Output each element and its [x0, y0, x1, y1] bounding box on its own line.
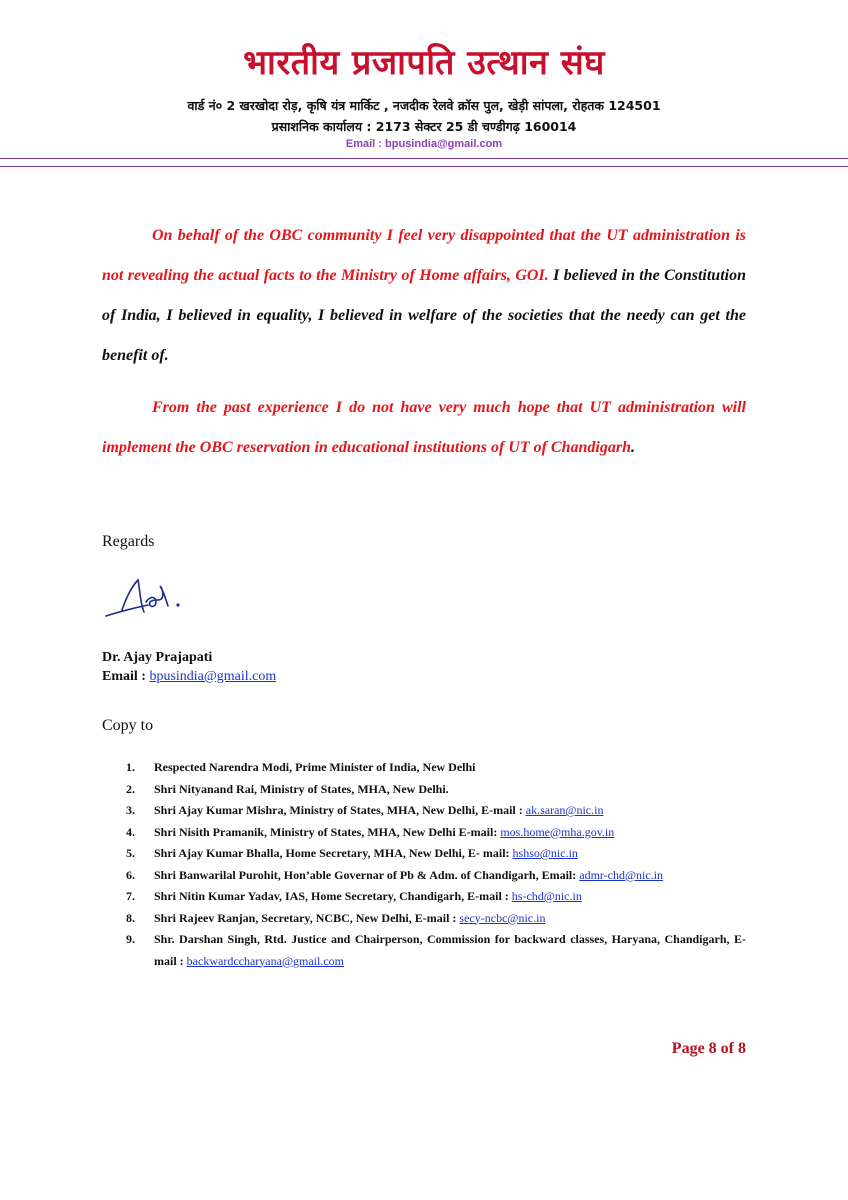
- signer-name: Dr. Ajay Prajapati: [102, 650, 213, 665]
- page-number: Page 8 of 8: [671, 1040, 746, 1057]
- copy-item-text: Shri Banwarilal Purohit, Hon’able Governar of Pb & Adm. of Chandigarh, Email:: [154, 867, 580, 882]
- copy-item-email-link[interactable]: admr-chd@nic.in: [579, 867, 664, 882]
- copy-list-item: [102, 929, 746, 972]
- copy-item-number: 6.: [126, 867, 135, 882]
- copy-to-heading: Copy to: [102, 717, 154, 734]
- copy-item-email-link[interactable]: secy-ncbc@nic.in: [459, 910, 546, 925]
- org-name-heading: भारतीय प्रजापति उत्थान संघ: [243, 43, 605, 83]
- copy-item-email-link[interactable]: hshso@nic.in: [512, 846, 578, 860]
- paragraph-1-black-text: I believed in the Constitution of India, I believed in equality, I believed in welfare of the societies that the needy can get the benefit of.: [102, 267, 746, 364]
- address-line-1: वार्ड नं० 2 खरखोदा रोड़, कृषि यंत्र मार्किट , नजदीक रेलवे क्रॉस पुल, खेड़ी सांपला, रोहतक 124501: [187, 98, 661, 113]
- copy-item-text: Shri Nityanand Rai, Ministry of States, MHA, New Delhi.: [154, 781, 449, 796]
- paragraph-2-end: .: [630, 439, 635, 456]
- paragraph-2-red-text: From the past experience I do not have very much hope that UT administration will implement the OBC reservation in educational institutions of UT of Chandigarh: [102, 399, 746, 456]
- copy-item-email-link[interactable]: hs-chd@nic.in: [511, 889, 582, 903]
- header-divider-top: [0, 158, 848, 159]
- header-divider-bottom: [0, 166, 848, 167]
- signer-email-label: Email :: [102, 669, 150, 684]
- paragraph-1: [102, 216, 746, 376]
- copy-item-number: 5.: [126, 846, 135, 860]
- copy-item-number: 7.: [126, 889, 135, 903]
- copy-item-number: 1.: [126, 760, 135, 774]
- paragraph-2: [102, 388, 746, 468]
- copy-item-text: Shri Nisith Pramanik, Ministry of States, MHA, New Delhi E-mail:: [154, 824, 501, 839]
- copy-list-item: [102, 865, 746, 887]
- signer-email-link[interactable]: bpusindia@gmail.com: [149, 669, 277, 684]
- copy-list-item: [102, 779, 746, 801]
- paragraph-1-red-text: On behalf of the OBC community I feel very disappointed that the UT administration is not revealing the actual facts to the Ministry of Home affairs, GOI.: [102, 227, 746, 284]
- address-line-2: प्रसाशनिक कार्यालय : 2173 सेक्टर 25 डी चण्डीगढ़ 160014: [271, 119, 577, 134]
- copy-list-item: [102, 800, 746, 822]
- copy-item-email-link[interactable]: ak.saran@nic.in: [525, 803, 604, 817]
- copy-item-number: 2.: [126, 781, 135, 796]
- signer-email-line: [102, 669, 276, 685]
- signature-image: [100, 572, 210, 624]
- copy-list-item: [102, 886, 746, 908]
- copy-item-number: 8.: [126, 910, 135, 925]
- copy-list-item: [102, 822, 746, 844]
- copy-item-text: Respected Narendra Modi, Prime Minister of India, New Delhi: [154, 760, 476, 774]
- copy-item-text: Shri Rajeev Ranjan, Secretary, NCBC, New Delhi, E-mail :: [154, 910, 460, 925]
- copy-item-text: Shri Nitin Kumar Yadav, IAS, Home Secretary, Chandigarh, E-mail :: [154, 889, 512, 903]
- copy-item-text: Shri Ajay Kumar Bhalla, Home Secretary, MHA, New Delhi, E- mail:: [154, 846, 513, 860]
- copy-list: [102, 757, 746, 972]
- copy-item-text: Shr. Darshan Singh, Rtd. Justice and Chairperson, Commission for backward classes, Haryana, Chandigarh, E-mail :: [154, 932, 746, 968]
- copy-item-number: 3.: [126, 803, 135, 817]
- header-email: Email : bpusindia@gmail.com: [345, 138, 503, 150]
- copy-item-number: 9.: [126, 932, 135, 946]
- copy-item-email-link[interactable]: mos.home@mha.gov.in: [500, 824, 615, 839]
- copy-item-email-link[interactable]: backwardccharyana@gmail.com: [186, 953, 344, 968]
- copy-item-text: Shri Ajay Kumar Mishra, Ministry of States, MHA, New Delhi, E-mail :: [154, 803, 526, 817]
- copy-list-item: [102, 843, 746, 865]
- copy-list-item: [102, 757, 746, 779]
- copy-item-number: 4.: [126, 824, 135, 839]
- copy-list-item: [102, 908, 746, 930]
- regards-text: Regards: [102, 533, 155, 550]
